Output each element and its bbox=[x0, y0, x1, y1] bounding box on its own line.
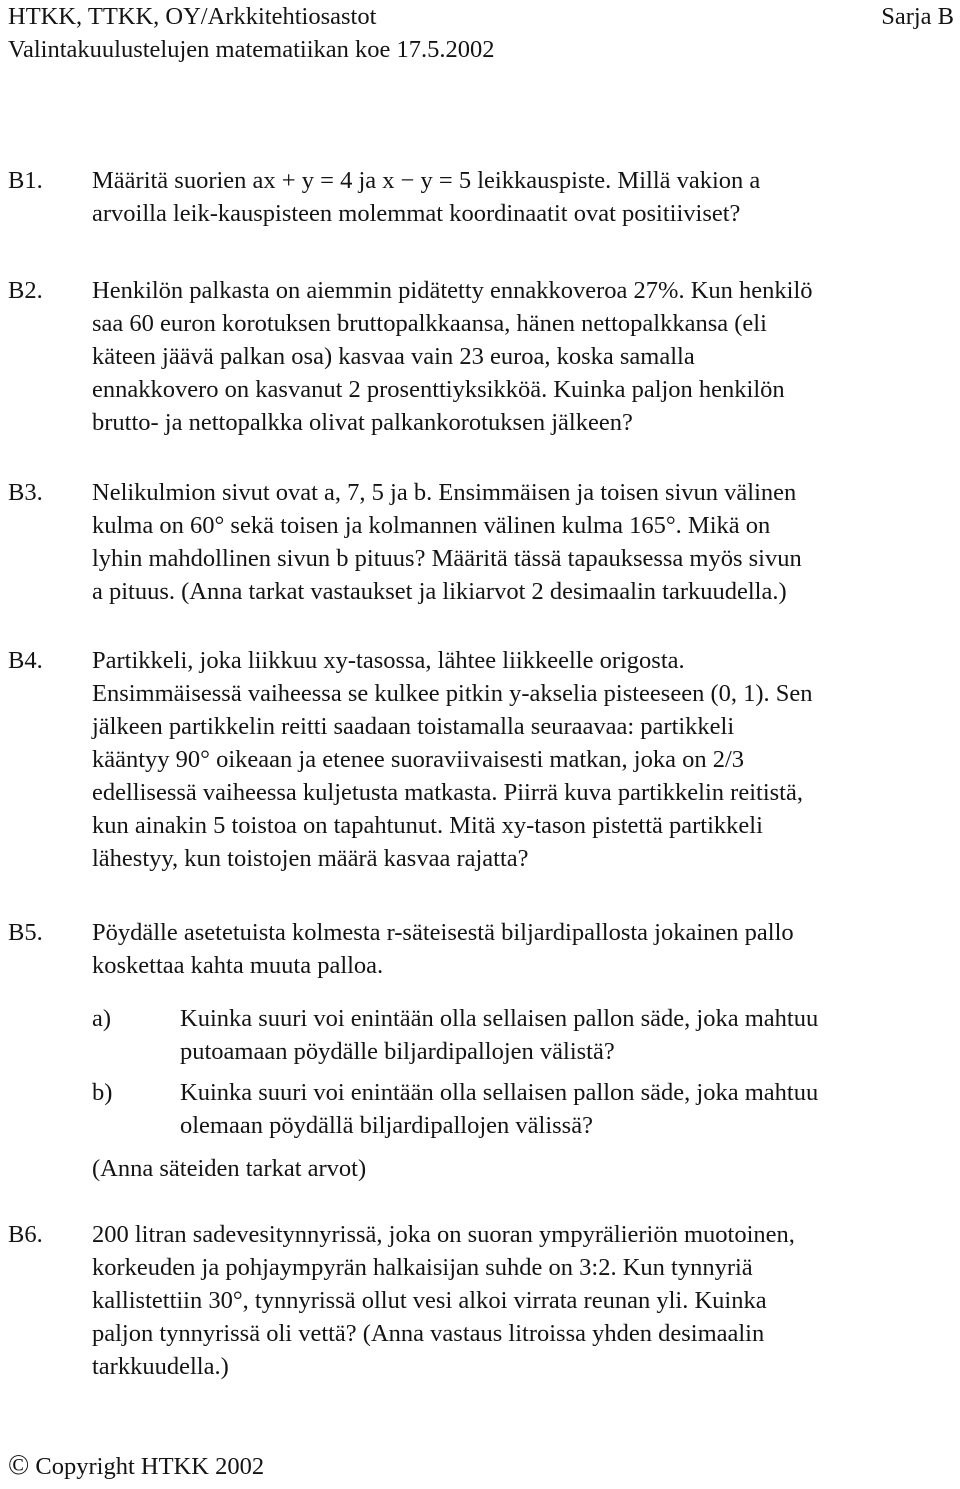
problem-number: B2. bbox=[8, 277, 43, 304]
problem-line: kääntyy 90° oikeaan ja etenee suoraviivaisesti matkan, joka on 2/3 bbox=[92, 746, 745, 773]
problem-line: Määritä suorien ax + y = 4 ja x − y = 5 leikkauspiste. Millä vakion a bbox=[92, 167, 761, 194]
problem-line: koskettaa kahta muuta palloa. bbox=[92, 952, 384, 979]
problem-line: kun ainakin 5 toistoa on tapahtunut. Mitä xy-tason pistettä partikkeli bbox=[92, 812, 763, 839]
subproblem-label: a) bbox=[92, 1005, 112, 1032]
problem-text bbox=[92, 476, 954, 608]
problem-line: jälkeen partikkelin reitti saadaan toistamalla seuraavaa: partikkeli bbox=[92, 713, 735, 740]
subproblem-line: Kuinka suuri voi enintään olla sellaisen pallon säde, joka mahtuu bbox=[180, 1079, 819, 1106]
problem-line: saa 60 euron korotuksen bruttopalkkaansa, hänen nettopalkkansa (eli bbox=[92, 310, 767, 337]
problem-line: Ensimmäisessä vaiheessa se kulkee pitkin y-akselia pisteeseen (0, 1). Sen bbox=[92, 680, 813, 707]
problem-text bbox=[92, 164, 954, 230]
problem-text bbox=[92, 916, 954, 982]
problem-number: B3. bbox=[8, 479, 43, 506]
header-series: Sarja B bbox=[881, 3, 954, 30]
problem-line: Partikkeli, joka liikkuu xy-tasossa, lähtee liikkeelle origosta. bbox=[92, 647, 685, 674]
problem-line: paljon tynnyrissä oli vettä? (Anna vastaus litroissa yhden desimaalin bbox=[92, 1320, 765, 1347]
answer-instruction: (Anna säteiden tarkat arvot) bbox=[92, 1155, 367, 1182]
problem-line: kallistettiin 30°, tynnyrissä ollut vesi alkoi virrata reunan yli. Kuinka bbox=[92, 1287, 767, 1314]
problem-line: ennakkovero on kasvanut 2 prosenttiyksikköä. Kuinka paljon henkilön bbox=[92, 376, 785, 403]
subproblem-line: olemaan pöydällä biljardipallojen välissä? bbox=[180, 1112, 593, 1139]
problem-line: edellisessä vaiheessa kuljetusta matkasta. Piirrä kuva partikkelin reitistä, bbox=[92, 779, 803, 806]
page-header bbox=[8, 0, 954, 66]
problem-line: a pituus. (Anna tarkat vastaukset ja likiarvot 2 desimaalin tarkuudella.) bbox=[92, 578, 787, 605]
problem-number: B4. bbox=[8, 647, 43, 674]
subproblem-text bbox=[180, 1076, 954, 1142]
problem-number: B1. bbox=[8, 167, 43, 194]
subproblem-line: Kuinka suuri voi enintään olla sellaisen pallon säde, joka mahtuu bbox=[180, 1005, 819, 1032]
header-exam-title: Valintakuulustelujen matematiikan koe 17.5.2002 bbox=[8, 36, 495, 63]
subproblem-text bbox=[180, 1002, 954, 1068]
problem-text bbox=[92, 644, 954, 875]
problem-line: Nelikulmion sivut ovat a, 7, 5 ja b. Ensimmäisen ja toisen sivun välinen bbox=[92, 479, 797, 506]
header-institutions: HTKK, TTKK, OY/Arkkitehtiosastot bbox=[8, 3, 377, 30]
problem-number: B5. bbox=[8, 919, 43, 946]
problem-text bbox=[92, 274, 954, 439]
problem-line: lähestyy, kun toistojen määrä kasvaa rajatta? bbox=[92, 845, 529, 872]
problem-line: käteen jäävä palkan osa) kasvaa vain 23 euroa, koska samalla bbox=[92, 343, 695, 370]
problem-line: brutto- ja nettopalkka olivat palkankorotuksen jälkeen? bbox=[92, 409, 633, 436]
subproblem-label: b) bbox=[92, 1079, 113, 1106]
copyright-text: Copyright HTKK 2002 bbox=[29, 1453, 265, 1480]
copyright-icon: © bbox=[8, 1450, 30, 1481]
problem-text bbox=[92, 1218, 954, 1383]
problem-line: korkeuden ja pohjaympyrän halkaisijan suhde on 3:2. Kun tynnyriä bbox=[92, 1254, 753, 1281]
problem-line: lyhin mahdollinen sivun b pituus? Määritä tässä tapauksessa myös sivun bbox=[92, 545, 802, 572]
problem-line: tarkkuudella.) bbox=[92, 1353, 229, 1380]
problem-line: 200 litran sadevesitynnyrissä, joka on suoran ympyrälieriön muotoinen, bbox=[92, 1221, 795, 1248]
problem-number: B6. bbox=[8, 1221, 43, 1248]
problem-line: arvoilla leik-kauspisteen molemmat koordinaatit ovat positiiviset? bbox=[92, 200, 741, 227]
problem-line: Henkilön palkasta on aiemmin pidätetty ennakkoveroa 27%. Kun henkilö bbox=[92, 277, 813, 304]
subproblem-line: putoamaan pöydälle biljardipallojen välistä? bbox=[180, 1038, 615, 1065]
problem-line: Pöydälle asetetuista kolmesta r-säteisestä biljardipallosta jokainen pallo bbox=[92, 919, 794, 946]
problem-line: kulma on 60° sekä toisen ja kolmannen välinen kulma 165°. Mikä on bbox=[92, 512, 771, 539]
copyright-footer bbox=[8, 1448, 264, 1484]
header-row-1 bbox=[8, 0, 954, 33]
